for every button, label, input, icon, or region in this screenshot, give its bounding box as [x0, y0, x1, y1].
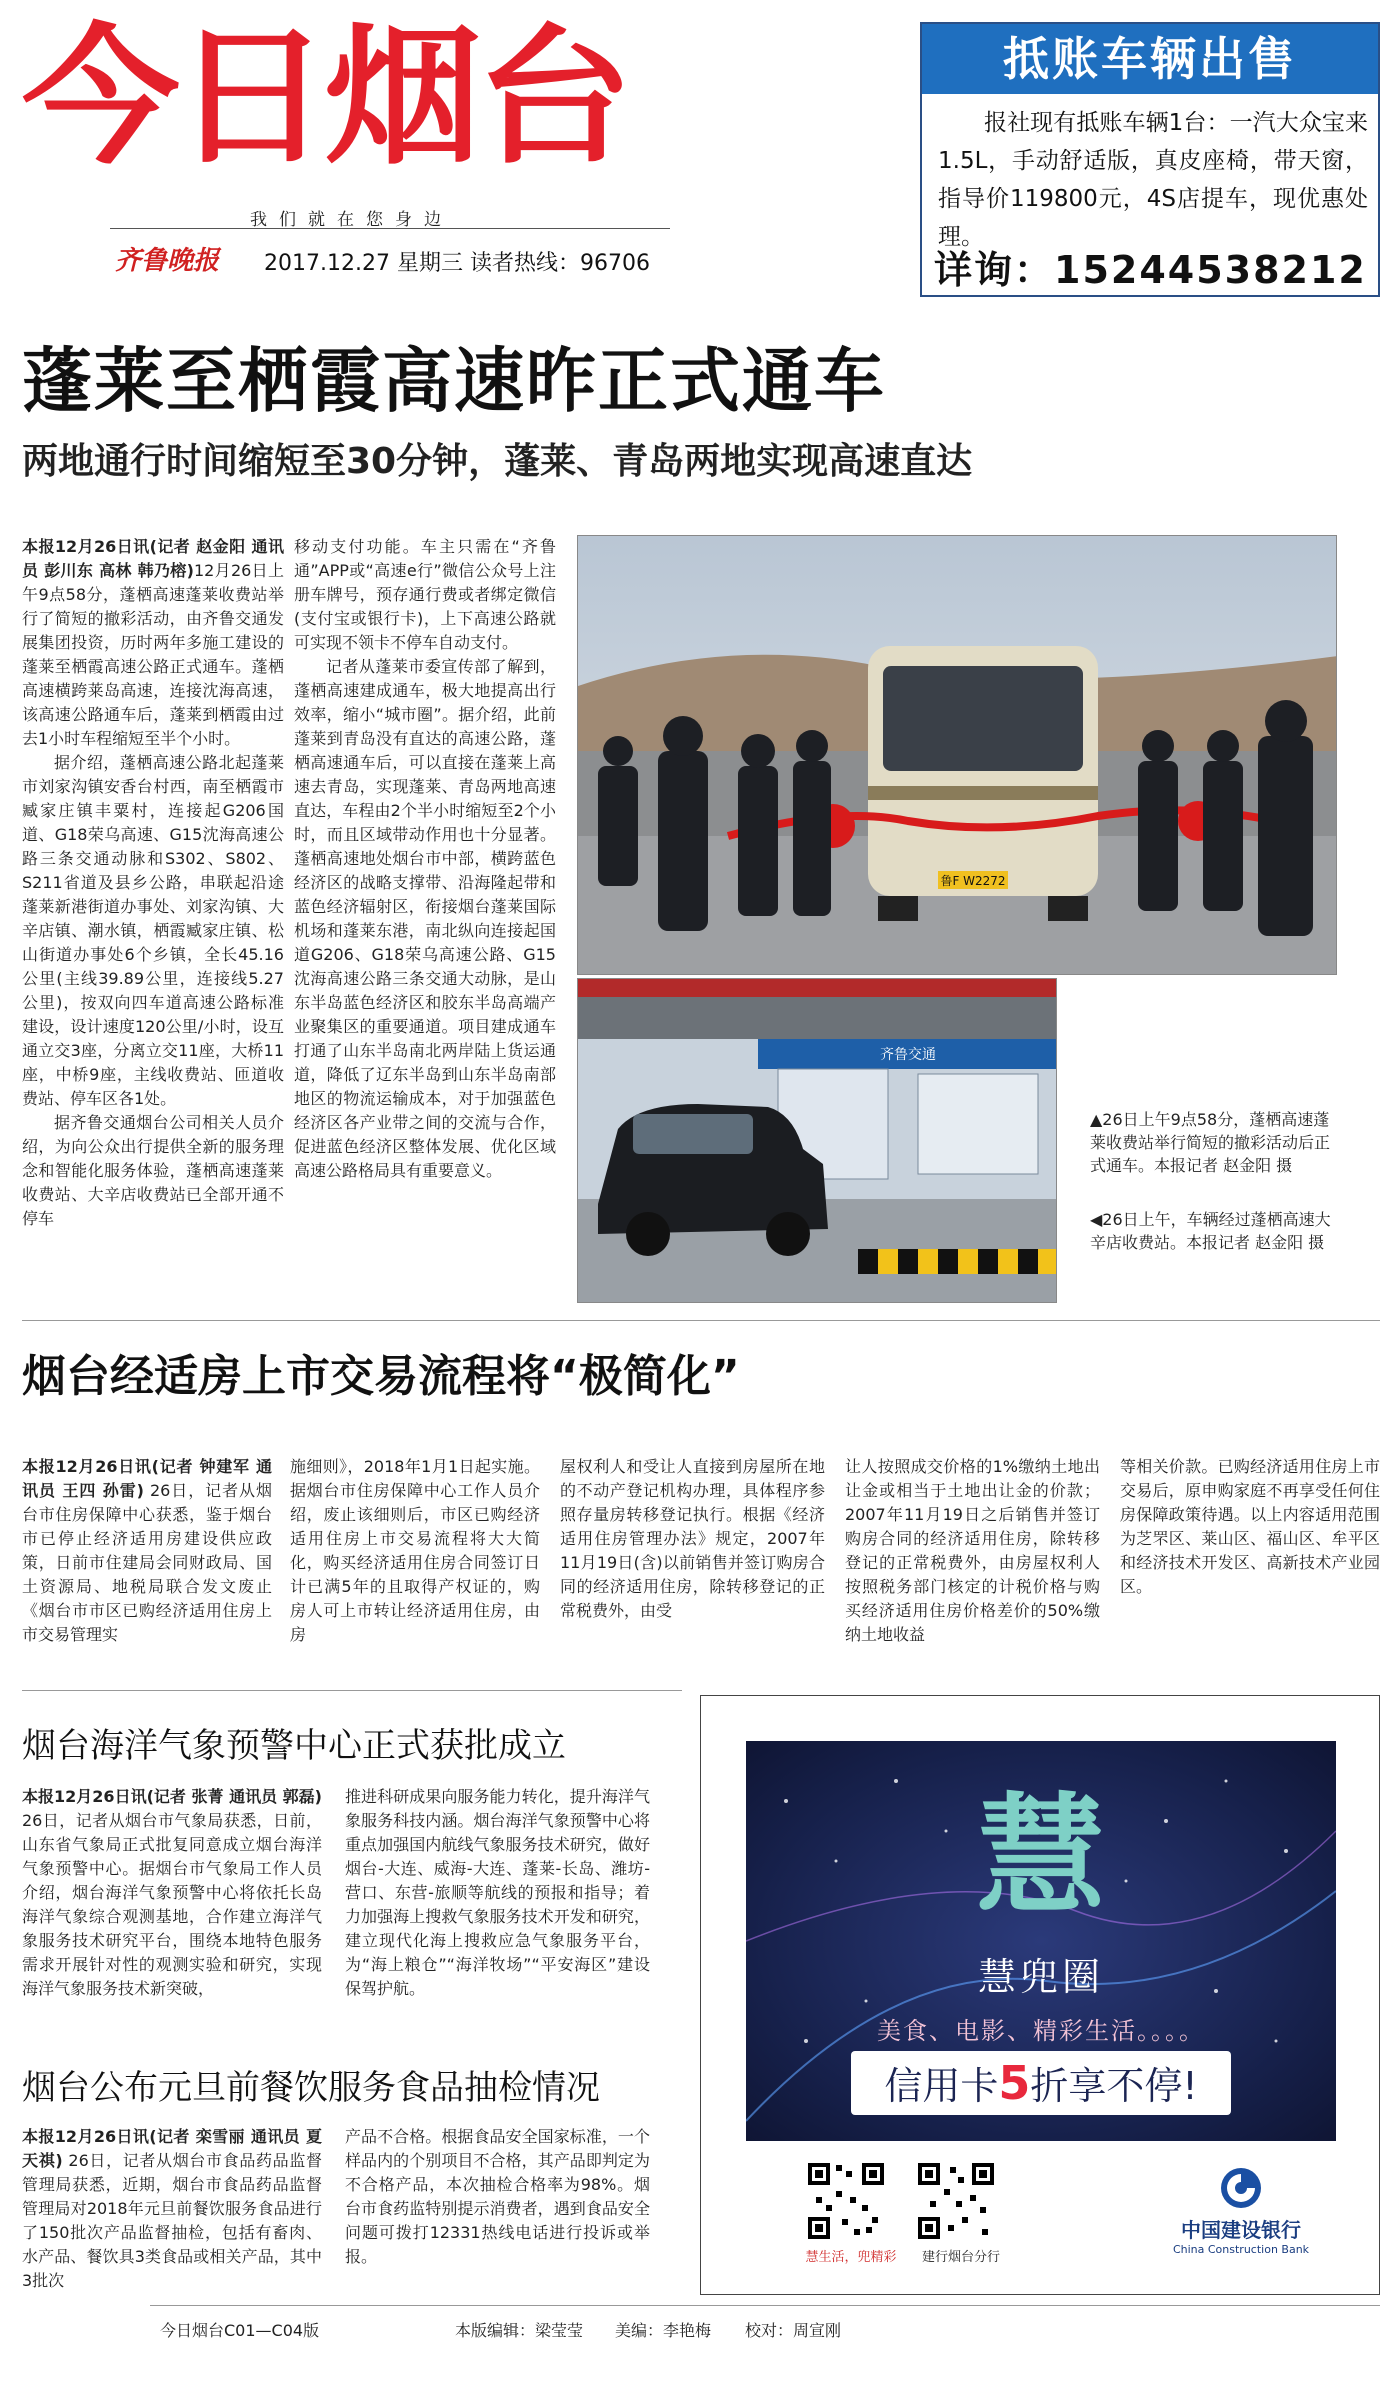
car-sale-body: 报社现有抵账车辆1台：一汽大众宝来1.5L，手动舒适版，真皮座椅，带天窗，指导价119800元，4S店提车，现优惠处理。	[938, 110, 1368, 250]
reader-hotline: 读者热线：96706	[469, 251, 650, 276]
food-column-2: 产品不合格。根据食品安全国家标准，一个样品内的个别项目不合格，其产品即判定为不合格产品，本次抽检合格率为98%。烟台市食药监特别提示消费者，遇到食品安全问题可拨打12331热线电话进行投诉或举报。	[345, 2127, 650, 2266]
ccb-offer-banner	[851, 2051, 1231, 2115]
ocean-para-1: 26日，记者从烟台市气象局获悉，日前，山东省气象局正式批复同意成立烟台海洋气象预警中心。据烟台市气象局工作人员介绍，烟台海洋气象预警中心将依托长岛海洋气象综合观测基地，合作建立海洋气象服务技术研究平台，围绕本地特色服务需求开展针对性的观测实验和研究，实现海洋气象服务技术新突破，	[22, 1811, 322, 1998]
car-sale-title: 抵账车辆出售	[922, 24, 1378, 94]
ocean-headline: 烟台海洋气象预警中心正式获批成立	[22, 1726, 566, 1766]
food-para-1: 26日，记者从烟台市食品药品监督管理局获悉，近期，烟台市食品药品监督管理局对2018年元旦前餐饮服务食品进行了150批次产品监督抽检，包括有畜肉、水产品、餐饮具3类食品或相关产品，其中3批次	[22, 2151, 322, 2290]
housing-byline: 本报12月26日讯(记者 钟建军 通讯员 王四 孙雷)	[22, 1457, 272, 1500]
dateline	[264, 246, 650, 277]
lead-headline: 蓬莱至栖霞高速昨正式通车	[22, 340, 886, 422]
ccb-bank-name-en: China Construction Bank	[1172, 2243, 1310, 2256]
ccb-credit-card-ad	[700, 1695, 1380, 2295]
ccb-logo	[1141, 2166, 1341, 2256]
lead-para-4: 移动支付功能。车主只需在“齐鲁通”APP或“高速e行”微信公众号上注册车牌号，预存通行费或者绑定微信(支付宝或银行卡)，上下高速公路就可实现不领卡不停车自动支付。	[294, 537, 556, 652]
ccb-bank-name: 中国建设银行	[1181, 2218, 1301, 2242]
housing-headline: 烟台经适房上市交易流程将“极简化”	[22, 1351, 740, 1402]
bus	[868, 646, 1098, 921]
toll-station-illustration	[578, 979, 1057, 1303]
ocean-column-1	[22, 1785, 322, 2045]
food-headline: 烟台公布元旦前餐饮服务食品抽检情况	[22, 2068, 600, 2108]
lead-para-5: 记者从蓬莱市委宣传部了解到，蓬栖高速建成通车，极大地提高出行效率，缩小“城市圈”。据介绍，此前蓬莱到青岛没有直达的高速公路，蓬栖高速通车后，可以直接在蓬莱上高速去青岛，实现蓬莱、青岛两地高速直达，车程由2个半小时缩短至2个小时，而且区域带动作用也十分显著。蓬栖高速地处烟台市中部，横跨蓝色经济区的战略支撑带、沿海隆起带和蓝色经济辐射区，衔接烟台蓬莱国际机场和蓬莱东港，南北纵向连接起国道G206、G18荣乌高速公路、G15沈海高速公路三条交通大动脉，是山东半岛蓝色经济区和胶东半岛高端产业聚集区的重要通道。项目建成通车打通了山东半岛南北两岸陆上货运通道，降低了辽东半岛到山东半岛南部地区的物流运输成本，对于加强蓝色经济区各产业带之间的交流与合作，促进蓝色经济区整体发展、优化区域高速公路格局具有重要意义。	[294, 657, 556, 1180]
qr-code-2-graphic	[916, 2161, 996, 2241]
qr-code-1-label: 慧生活，兜精彩	[805, 2250, 897, 2265]
car-sale-ad	[920, 22, 1380, 297]
qr-code-2-label: 建行烟台分行	[921, 2250, 1000, 2265]
qr-code-1-graphic	[806, 2161, 886, 2241]
lead-column-2	[294, 535, 556, 1305]
housing-column-1	[22, 1455, 272, 1675]
lead-byline: 本报12月26日讯(记者 赵金阳 通讯员 彭川东 高林 韩乃榕)	[22, 537, 284, 580]
masthead-slogan: 我们就在您身边	[250, 210, 453, 230]
lead-subhead: 两地通行时间缩短至30分钟，蓬莱、青岛两地实现高速直达	[22, 441, 973, 482]
food-column-1	[22, 2125, 322, 2295]
masthead-title: 今日烟台	[22, 11, 627, 185]
qr-code-2	[916, 2161, 996, 2241]
housing-para-1: 26日，记者从烟台市住房保障中心获悉，鉴于烟台市已停止经济适用房建设供应政策，日前市住建局会同财政局、国土资源局、地税局联合发文废止《烟台市市区已购经济适用住房上市交易管理实	[22, 1481, 272, 1644]
housing-column-2: 施细则》，2018年1月1日起实施。据烟台市住房保障中心工作人员介绍，废止该细则后，市区已购经济适用住房上市交易流程将大大简化，购买经济适用住房合同签订日计已满5年的且取得产权证的，购房人可上市转让经济适用住房，由房	[290, 1457, 540, 1644]
housing-column-5: 等相关价款。已购经济适用住房上市交易后，原申购家庭不再享受任何住房保障政策待遇。以上内容适用范围为芝罘区、莱山区、福山区、牟平区和经济技术开发区、高新技术产业园区。	[1120, 1457, 1380, 1596]
toll-sign-text: 齐鲁交通	[880, 1047, 936, 1063]
lead-column-1	[22, 535, 284, 1305]
masthead-divider	[110, 228, 670, 229]
photo-caption-2: ◀26日上午，车辆经过蓬栖高速大辛店收费站。本报记者 赵金阳 摄	[1090, 1210, 1331, 1252]
offer-discount: 5	[998, 2056, 1031, 2110]
footer-art: 美编：李艳梅	[615, 2321, 712, 2340]
housing-column-3: 屋权利人和受让人直接到房屋所在地的不动产登记机构办理，具体程序参照存量房转移登记执行。根据《经济适用住房管理办法》规定，2007年11月19日(含)以前销售并签订购房合同的经济适用住房，除转移登记的正常税费外，由受	[560, 1457, 825, 1620]
offer-prefix: 信用卡	[884, 2064, 999, 2108]
ocean-column-2: 推进科研成果向服务能力转化，提升海洋气象服务科技内涵。烟台海洋气象预警中心将重点加强国内航线气象服务技术研究，做好烟台-大连、威海-大连、蓬莱-长岛、潍坊-营口、东营-旅顺等航线的预报和指导；着力加强海上搜救气象服务技术开发和研究，建立现代化海上搜救应急气象服务平台，为“海上粮仓”“海洋牧场”“平安海区”建设保驾护航。	[345, 1787, 650, 1998]
issue-date: 2017.12.27	[264, 251, 390, 276]
ccb-ad-tagline: 美食、电影、精彩生活。。。。	[877, 2017, 1205, 2045]
ocean-byline: 本报12月26日讯(记者 张菁 通讯员 郭磊)	[22, 1787, 322, 1806]
qr-code-1	[806, 2161, 886, 2241]
car-sale-contact: 详询：15244538212	[934, 248, 1367, 292]
lead-para-3: 据齐鲁交通烟台公司相关人员介绍，为向公众出行提供全新的服务理念和智能化服务体验，蓬栖高速蓬莱收费站、大辛店收费站已全部开通不停车	[22, 1113, 284, 1228]
section-divider	[22, 1320, 1380, 1321]
photo-caption-1: ▲26日上午9点58分，蓬栖高速蓬莱收费站举行简短的撤彩活动后正式通车。本报记者 赵金阳 摄	[1090, 1110, 1331, 1175]
footer-proof: 校对：周宣刚	[745, 2321, 842, 2340]
issue-weekday: 星期三	[396, 251, 463, 276]
lead-para-1: 12月26日上午9点58分，蓬栖高速蓬莱收费站举行了简短的撤彩活动，由齐鲁交通发展集团投资，历时两年多施工建设的蓬莱至栖霞高速公路正式通车。蓬栖高速横跨莱岛高速，连接沈海高速，该高速公路通车后，蓬莱到栖霞由过去1小时车程缩短至半个小时。	[22, 561, 284, 748]
ccb-ad-visual	[746, 1741, 1336, 2141]
footer-editor: 本版编辑：梁莹莹	[455, 2321, 584, 2340]
bus-license-plate: 鲁F W2272	[940, 874, 1006, 888]
ccb-ad-brand: 慧兜圈	[977, 1955, 1104, 1999]
lead-para-2: 据介绍，蓬栖高速公路北起蓬莱市刘家沟镇安香台村西，南至栖霞市臧家庄镇丰粟村，连接起G206国道、G18荣乌高速、G15沈海高速公路三条交通动脉和S302、S802、S211省道及县乡公路，串联起沿途蓬莱新港街道办事处、刘家沟镇、大辛店镇、潮水镇，栖霞臧家庄镇、松山街道办事处6个乡镇，全长45.16公里(主线39.89公里，连接线5.27公里)，按双向四车道高速公路标准建设，设计速度120公里/小时，设互通立交3座，分离立交11座，大桥11座，中桥9座，主线收费站、匝道收费站、停车区各1处。	[22, 753, 284, 1108]
food-byline: 本报12月26日讯(记者 栾雪丽 通讯员 夏天祺)	[22, 2127, 322, 2170]
ribbon-cutting-illustration	[578, 536, 1337, 975]
footer-pages: 今日烟台C01—C04版	[160, 2321, 320, 2340]
ccb-logo-icon	[1219, 2166, 1263, 2210]
ribbon-cutting-photo	[577, 535, 1337, 975]
housing-column-4: 让人按照成交价格的1%缴纳土地出让金或相当于土地出让金的价款；2007年11月19日之后销售并签订购房合同的经济适用住房，除转移登记的正常税费外，由房屋权利人按照税务部门核定的计税价格与购买经济适用住房价格差价的50%缴纳土地收益	[845, 1457, 1100, 1644]
hui-logo-character: 慧	[975, 1780, 1106, 1932]
brand-logo: 齐鲁晚报	[115, 246, 220, 276]
offer-suffix: 折享不停!	[1030, 2064, 1198, 2108]
toll-station-photo	[577, 978, 1057, 1303]
footer-divider	[150, 2305, 1380, 2306]
section-divider	[22, 1690, 682, 1691]
